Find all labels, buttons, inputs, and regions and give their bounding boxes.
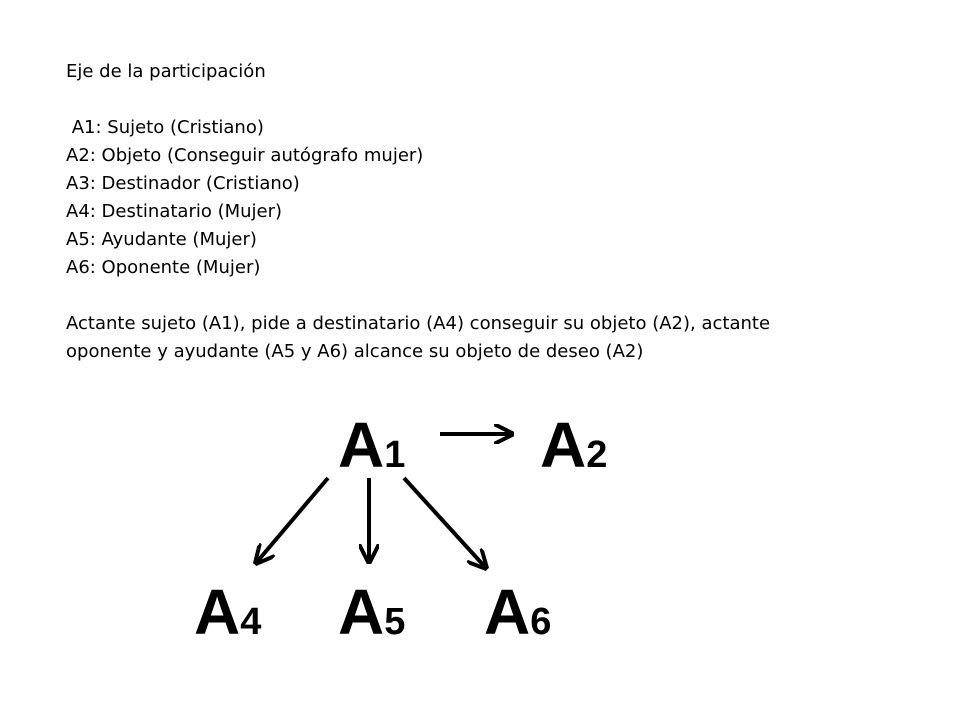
actant-line-a3: A3: Destinador (Cristiano) <box>66 173 300 194</box>
node-a5 <box>338 576 406 648</box>
summary-line-2: oponente y ayudante (A5 y A6) alcance su objeto de deseo (A2) <box>66 341 644 362</box>
edge-a1-a4 <box>256 478 328 563</box>
actant-line-a2: A2: Objeto (Conseguir autógrafo mujer) <box>66 145 424 166</box>
node-a2-subscript: 2 <box>586 434 608 476</box>
node-a1 <box>338 409 406 481</box>
node-a1-letter: A <box>338 409 385 481</box>
node-a4 <box>194 576 262 648</box>
actant-line-a5: A5: Ayudante (Mujer) <box>66 229 257 250</box>
actant-line-a6: A6: Oponente (Mujer) <box>66 257 261 278</box>
node-a2 <box>540 409 608 481</box>
node-a1-subscript: 1 <box>384 434 406 476</box>
actant-line-a1: A1: Sujeto (Cristiano) <box>66 117 264 138</box>
node-a2-letter: A <box>540 409 587 481</box>
node-a6 <box>484 576 552 648</box>
node-a6-subscript: 6 <box>530 601 552 643</box>
edge-a1-a6 <box>404 478 486 568</box>
actant-line-a4: A4: Destinatario (Mujer) <box>66 201 283 222</box>
summary-line-1: Actante sujeto (A1), pide a destinatario (A4) conseguir su objeto (A2), actante <box>66 313 771 334</box>
node-a6-letter: A <box>484 576 531 648</box>
node-a4-subscript: 4 <box>240 601 262 643</box>
node-a5-subscript: 5 <box>384 601 406 643</box>
node-a4-letter: A <box>194 576 241 648</box>
heading: Eje de la participación <box>66 61 266 82</box>
node-a5-letter: A <box>338 576 385 648</box>
